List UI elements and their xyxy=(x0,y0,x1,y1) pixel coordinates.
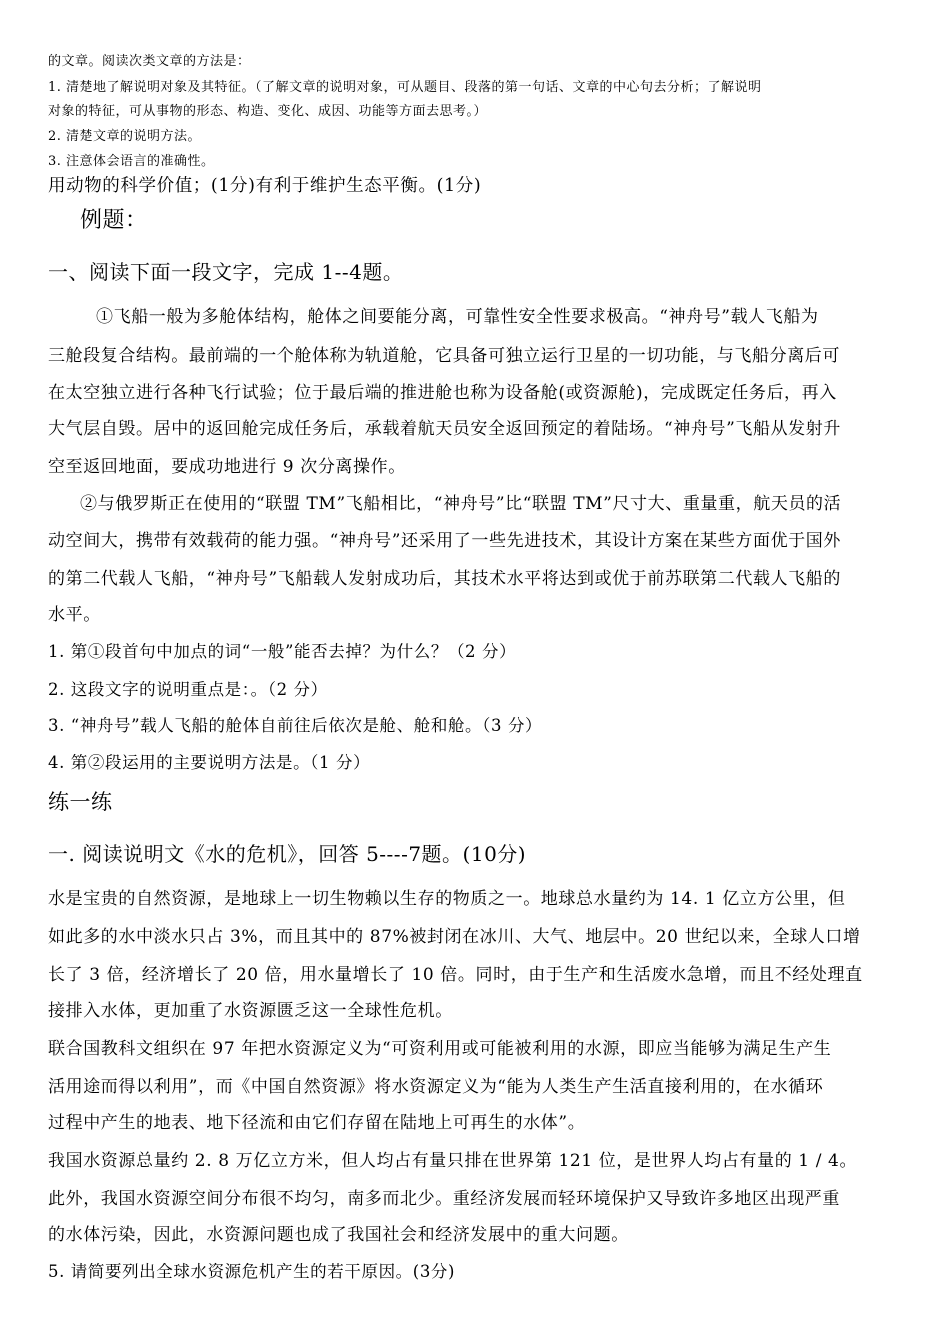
intro-line: 的文章。阅读次类文章的方法是： xyxy=(48,54,251,69)
example-para1-line: 在太空独立进行各种飞行试验；位于最后端的推进舱也称为设备舱(或资源舱)，完成既定任务后，再入 xyxy=(48,383,837,403)
practice-para1-line: 如此多的水中淡水只占 3%，而且其中的 87%被封闭在冰川、大气、地层中。20 世纪以来，全球人口增 xyxy=(48,927,861,947)
practice-section-title: 一. 阅读说明文《水的危机》，回答 5----7题。(10分) xyxy=(48,842,527,866)
practice-question-5: 5. 请简要列出全球水资源危机产生的若干原因。(3分) xyxy=(48,1262,456,1281)
example-question-2: 2. 这段文字的说明重点是：。（2 分） xyxy=(48,680,328,699)
example-para2-line: 水平。 xyxy=(48,605,101,625)
example-question-4: 4. 第②段运用的主要说明方法是。（1 分） xyxy=(48,753,371,772)
example-para1-line: 三舱段复合结构。最前端的一个舱体称为轨道舱，它具备可独立运行卫星的一切功能，与飞船分离后可 xyxy=(48,346,840,366)
example-para2-line: 的第二代载人飞船，“神舟号”飞船载人发射成功后，其技术水平将达到或优于前苏联第二代载人飞船的 xyxy=(48,569,841,589)
example-para1-line: 空至返回地面，要成功地进行 9 次分离操作。 xyxy=(48,457,406,477)
practice-para2-line: 联合国教科文组织在 97 年把水资源定义为“可资利用或可能被利用的水源，即应当能够为满足生产生 xyxy=(48,1039,832,1059)
example-para2-line: 动空间大，携带有效载荷的能力强。“神舟号”还采用了一些先进技术，其设计方案在某些方面优于国外 xyxy=(48,531,841,551)
practice-para3-line: 此外，我国水资源空间分布很不均匀，南多而北少。重经济发展而轻环境保护又导致许多地区出现严重 xyxy=(48,1189,840,1209)
practice-para2-line: 活用途而得以利用”，而《中国自然资源》将水资源定义为“能为人类生产生活直接利用的，在水循环 xyxy=(48,1077,824,1097)
intro-item-1-cont: 对象的特征，可从事物的形态、构造、变化、成因、功能等方面去思考。） xyxy=(48,104,488,119)
practice-para1-line: 长了 3 倍，经济增长了 20 倍，用水量增长了 10 倍。同时，由于生产和生活废水急增，而且不经处理直 xyxy=(48,965,863,985)
practice-para3-line: 的水体污染，因此，水资源问题也成了我国社会和经济发展中的重大问题。 xyxy=(48,1225,629,1245)
example-question-3: 3. “神舟号”载人飞船的舱体自前往后依次是舱、舱和舱。（3 分） xyxy=(48,716,543,735)
example-section-title: 一、阅读下面一段文字，完成 1--4题。 xyxy=(48,260,404,284)
practice-para1-line: 水是宝贵的自然资源，是地球上一切生物赖以生存的物质之一。地球总水量约为 14. 1 亿立方公里，但 xyxy=(48,889,846,909)
practice-heading: 练一练 xyxy=(48,790,113,814)
intro-item-3: 3. 注意体会语言的准确性。 xyxy=(48,154,215,169)
example-para2-line: ②与俄罗斯正在使用的“联盟 TM”飞船相比，“神舟号”比“联盟 TM”尺寸大、重量重，航天员的活 xyxy=(80,494,842,514)
example-para1-line: ①飞船一般为多舱体结构，舱体之间要能分离，可靠性安全性要求极高。“神舟号”载人飞船为 xyxy=(96,307,819,327)
intro-item-2: 2. 清楚文章的说明方法。 xyxy=(48,129,202,144)
example-heading: 例题： xyxy=(80,208,148,233)
example-para1-line: 大气层自毁。居中的返回舱完成任务后，承载着航天员安全返回预定的着陆场。“神舟号”飞船从发射升 xyxy=(48,419,841,439)
example-question-1: 1. 第①段首句中加点的词“一般”能否去掉？为什么？（2 分） xyxy=(48,642,517,661)
practice-para2-line: 过程中产生的地表、地下径流和由它们存留在陆地上可再生的水体”。 xyxy=(48,1113,586,1133)
practice-para1-line: 接排入水体，更加重了水资源匮乏这一全球性危机。 xyxy=(48,1001,453,1021)
answer-line: 用动物的科学价值；(1分)有利于维护生态平衡。(1分) xyxy=(48,176,482,196)
intro-item-1: 1. 清楚地了解说明对象及其特征。（了解文章的说明对象，可从题目、段落的第一句话、文章的中心句去分析；了解说明 xyxy=(48,80,762,95)
practice-para3-line: 我国水资源总量约 2. 8 万亿立方米，但人均占有量只排在世界第 121 位，是世界人均占有量的 1 / 4。 xyxy=(48,1151,858,1171)
